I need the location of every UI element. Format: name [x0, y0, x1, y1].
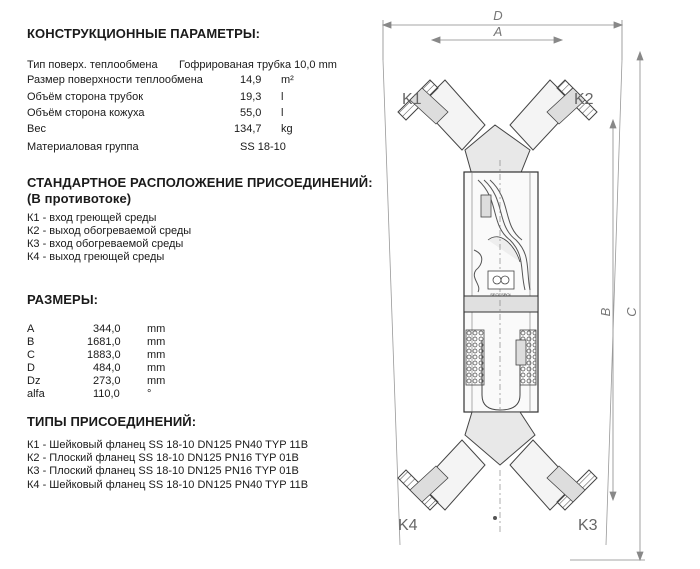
label-k3: K3 — [578, 517, 598, 534]
dimension-value: 344,0 — [93, 323, 121, 335]
label-k4: K4 — [398, 517, 418, 534]
row-label: Объём сторона трубок — [27, 91, 144, 103]
dimension-unit: mm — [147, 323, 166, 335]
construction-title: КОНСТРУКЦИОННЫЕ ПАРАМЕТРЫ: — [27, 26, 261, 41]
dimension-unit: ° — [147, 388, 152, 400]
row-label: Тип поверх. теплообмена — [27, 59, 158, 71]
dimension-value: 273,0 — [93, 375, 121, 387]
row-unit: l — [281, 107, 284, 119]
bottom-left-nozzle — [398, 440, 485, 510]
row-value: 14,9 — [240, 74, 262, 86]
row-value: 55,0 — [240, 107, 262, 119]
dimension-name: A — [27, 323, 35, 335]
connections-title: ТИПЫ ПРИСОЕДИНЕНИЙ: — [27, 414, 197, 429]
dimensions-title: РАЗМЕРЫ: — [27, 292, 99, 307]
heat-exchanger-drawing — [370, 0, 700, 569]
label-a: A — [493, 24, 503, 39]
dimension-unit: mm — [147, 375, 166, 387]
label-k1: K1 — [402, 91, 422, 108]
label-b: B — [598, 307, 613, 317]
dimension-unit: mm — [147, 349, 166, 361]
bottom-right-nozzle — [510, 440, 597, 510]
list-item: К3 - вход обогреваемой среды — [27, 238, 184, 250]
dimension-unit: mm — [147, 362, 166, 374]
row-value: 134,7 — [234, 123, 262, 135]
row-value: 19,3 — [240, 91, 262, 103]
row-value: Гофрированая трубка 10,0 mm — [179, 59, 337, 71]
label-c: C — [624, 307, 639, 317]
dimension-name: Dz — [27, 375, 41, 387]
dimension-value: 1681,0 — [87, 336, 121, 348]
brand-logo — [488, 271, 514, 297]
row-unit: kg — [281, 123, 293, 135]
row-unit: m² — [281, 74, 294, 86]
row-unit: l — [281, 91, 284, 103]
row-label: Вес — [27, 123, 46, 135]
layout-title: СТАНДАРТНОЕ РАСПОЛОЖЕНИЕ ПРИСОЕДИНЕНИЙ: — [27, 175, 373, 190]
dimension-unit: mm — [147, 336, 166, 348]
layout-subtitle: (В противотоке) — [27, 191, 132, 206]
dimension-name: B — [27, 336, 35, 348]
dimension-name: alfa — [27, 388, 45, 400]
dimension-name: C — [27, 349, 35, 361]
list-item: К2 - выход обогреваемой среды — [27, 225, 192, 237]
row-label: Материаловая группа — [27, 141, 139, 153]
label-d: D — [493, 8, 503, 23]
list-item: К4 - выход греющей среды — [27, 251, 165, 263]
label-k2: K2 — [574, 91, 594, 108]
dimension-name: D — [27, 362, 35, 374]
list-item: К3 - Плоский фланец SS 18-10 DN125 PN16 TYP 01B — [27, 465, 299, 477]
list-item: К4 - Шейковый фланец SS 18-10 DN125 PN40 TYP 11B — [27, 479, 309, 491]
row-label: Объём сторона кожуха — [27, 107, 145, 119]
list-item: К1 - Шейковый фланец SS 18-10 DN125 PN40 TYP 11B — [27, 439, 309, 451]
dimension-value: 484,0 — [93, 362, 121, 374]
list-item: К1 - вход греющей среды — [27, 212, 157, 224]
dimension-value: 110,0 — [93, 388, 120, 400]
list-item: К2 - Плоский фланец SS 18-10 DN125 PN16 TYP 01B — [27, 452, 299, 464]
row-value: SS 18-10 — [240, 141, 286, 153]
row-label: Размер поверхности теплообмена — [27, 74, 203, 86]
brand-text: SECESPOL — [490, 292, 512, 297]
dimension-value: 1883,0 — [87, 349, 121, 361]
